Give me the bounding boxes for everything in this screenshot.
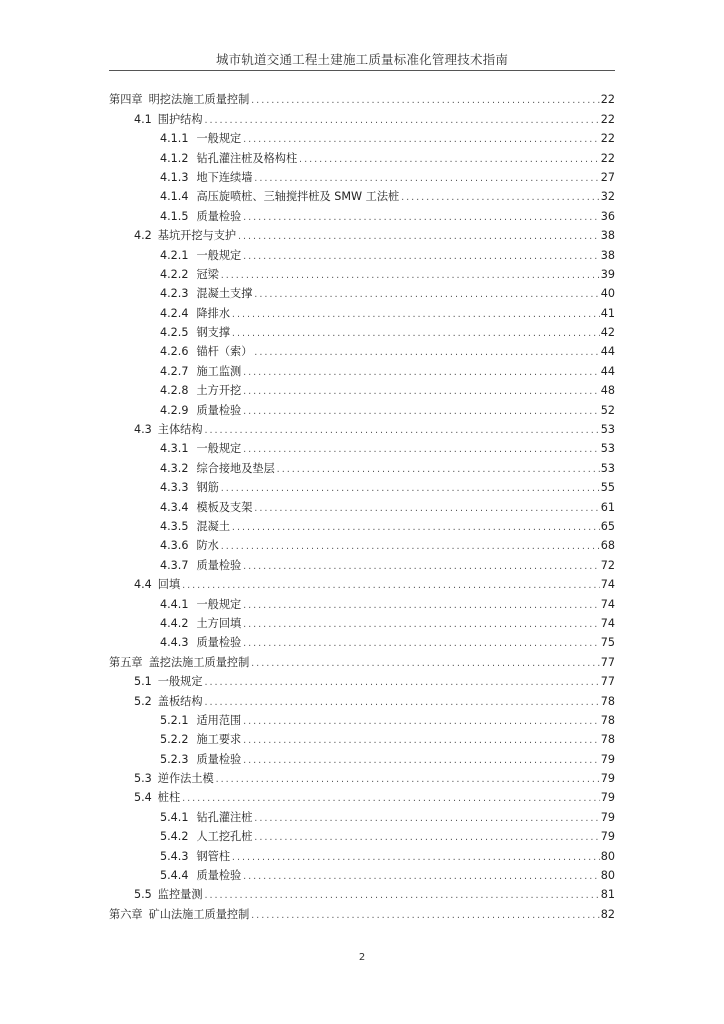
toc-subsection-entry[interactable] xyxy=(109,515,615,534)
toc-entry-title: 施工监测 xyxy=(196,364,242,378)
toc-entry-title: 质量检验 xyxy=(196,403,242,417)
toc-entry-number: 4.2.2 xyxy=(160,267,189,281)
toc-entry-page: 53 xyxy=(600,442,615,456)
toc-entry-number: 第五章 xyxy=(109,655,143,669)
toc-entry-title: 基坑开挖与支护 xyxy=(157,229,237,243)
toc-entry-number: 4.1.2 xyxy=(160,151,189,165)
toc-subsection-entry[interactable] xyxy=(109,825,615,844)
toc-dot-leader xyxy=(242,406,600,418)
toc-dot-leader xyxy=(242,386,600,398)
toc-dot-leader xyxy=(250,95,599,107)
toc-entry-number: 4.1.5 xyxy=(160,209,189,223)
toc-entry-number: 4.3.3 xyxy=(160,481,189,495)
page-number: 2 xyxy=(358,952,366,963)
toc-subsection-entry[interactable] xyxy=(109,553,615,572)
toc-entry-number: 5.4.3 xyxy=(160,849,189,863)
toc-section-entry[interactable] xyxy=(109,689,615,708)
toc-entry-page: 68 xyxy=(600,539,615,553)
toc-entry-page: 81 xyxy=(600,888,615,902)
toc-entry-page: 79 xyxy=(600,752,615,766)
toc-subsection-entry[interactable] xyxy=(109,340,615,359)
toc-entry-number: 5.2.1 xyxy=(160,713,189,727)
toc-chapter-entry[interactable] xyxy=(109,88,615,107)
toc-entry-title: 质量检验 xyxy=(196,209,242,223)
toc-dot-leader xyxy=(204,115,600,127)
toc-entry-title: 高压旋喷桩、三轴搅拌桩及 SMW 工法桩 xyxy=(196,190,400,204)
toc-entry-page: 74 xyxy=(600,616,615,630)
toc-entry-title: 防水 xyxy=(196,539,219,553)
toc-dot-leader xyxy=(253,347,599,359)
toc-entry-title: 一般规定 xyxy=(196,597,242,611)
toc-entry-number: 4.1.3 xyxy=(160,170,189,184)
toc-entry-page: 52 xyxy=(600,403,615,417)
toc-entry-title: 土方回填 xyxy=(196,616,242,630)
toc-dot-leader xyxy=(253,813,599,825)
toc-subsection-entry[interactable] xyxy=(109,359,615,378)
toc-entry-page: 80 xyxy=(600,849,615,863)
toc-section-entry[interactable] xyxy=(109,767,615,786)
toc-entry-page: 79 xyxy=(600,791,615,805)
toc-dot-leader xyxy=(204,425,600,437)
toc-entry-title: 围护结构 xyxy=(157,112,203,126)
toc-entry-number: 5.3 xyxy=(134,772,152,786)
toc-subsection-entry[interactable] xyxy=(109,301,615,320)
toc-subsection-entry[interactable] xyxy=(109,456,615,475)
toc-entry-title: 混凝土支撑 xyxy=(196,287,253,301)
toc-dot-leader xyxy=(250,910,599,922)
toc-entry-number: 4.4.3 xyxy=(160,636,189,650)
toc-entry-title: 回填 xyxy=(157,578,181,592)
toc-subsection-entry[interactable] xyxy=(109,476,615,495)
toc-dot-leader xyxy=(400,192,600,204)
toc-dot-leader xyxy=(242,755,600,767)
toc-entry-number: 4.3.4 xyxy=(160,500,189,514)
toc-entry-number: 4.2.5 xyxy=(160,326,189,340)
toc-entry-page: 72 xyxy=(600,558,615,572)
toc-dot-leader xyxy=(220,483,600,495)
toc-section-entry[interactable] xyxy=(109,107,615,126)
toc-section-entry[interactable] xyxy=(109,786,615,805)
table-of-contents xyxy=(109,88,615,922)
toc-dot-leader xyxy=(242,735,600,747)
toc-entry-number: 4.4.1 xyxy=(160,597,189,611)
toc-entry-number: 4.2 xyxy=(134,229,152,243)
toc-subsection-entry[interactable] xyxy=(109,321,615,340)
toc-dot-leader xyxy=(220,270,600,282)
toc-entry-title: 质量检验 xyxy=(196,752,242,766)
toc-dot-leader xyxy=(253,832,599,844)
toc-entry-title: 综合接地及垫层 xyxy=(196,461,275,475)
toc-subsection-entry[interactable] xyxy=(109,612,615,631)
toc-subsection-entry[interactable] xyxy=(109,864,615,883)
toc-entry-title: 矿山法施工质量控制 xyxy=(148,907,250,921)
toc-entry-number: 4.2.1 xyxy=(160,248,189,262)
toc-entry-page: 27 xyxy=(600,170,615,184)
toc-entry-number: 4.2.9 xyxy=(160,403,189,417)
toc-dot-leader xyxy=(231,522,600,534)
toc-subsection-entry[interactable] xyxy=(109,747,615,766)
toc-entry-page: 61 xyxy=(600,500,615,514)
toc-entry-page: 82 xyxy=(600,907,615,921)
toc-dot-leader xyxy=(253,289,599,301)
toc-entry-page: 77 xyxy=(600,655,615,669)
toc-entry-title: 锚杆（索） xyxy=(196,345,253,359)
toc-entry-title: 监控量测 xyxy=(157,888,203,902)
toc-subsection-entry[interactable] xyxy=(109,437,615,456)
toc-dot-leader xyxy=(231,309,600,321)
toc-entry-title: 降排水 xyxy=(196,306,231,320)
toc-dot-leader xyxy=(204,697,600,709)
toc-entry-page: 74 xyxy=(600,597,615,611)
toc-entry-number: 4.4.2 xyxy=(160,616,189,630)
toc-entry-number: 4.2.3 xyxy=(160,287,189,301)
toc-dot-leader xyxy=(181,793,600,805)
toc-entry-number: 第六章 xyxy=(109,907,143,921)
toc-subsection-entry[interactable] xyxy=(109,127,615,146)
toc-entry-title: 钢筋 xyxy=(196,481,219,495)
header-divider xyxy=(109,70,615,71)
toc-entry-page: 65 xyxy=(600,519,615,533)
toc-subsection-entry[interactable] xyxy=(109,709,615,728)
toc-entry-page: 22 xyxy=(600,112,615,126)
toc-entry-number: 4.1.4 xyxy=(160,190,189,204)
toc-entry-title: 混凝土 xyxy=(196,519,231,533)
toc-entry-number: 5.4.2 xyxy=(160,830,189,844)
toc-dot-leader xyxy=(250,658,599,670)
toc-dot-leader xyxy=(253,173,599,185)
toc-dot-leader xyxy=(242,871,600,883)
toc-subsection-entry[interactable] xyxy=(109,495,615,514)
toc-dot-leader xyxy=(231,328,600,340)
toc-dot-leader xyxy=(181,580,600,592)
toc-entry-title: 主体结构 xyxy=(157,423,203,437)
toc-entry-title: 盖板结构 xyxy=(157,694,203,708)
toc-subsection-entry[interactable] xyxy=(109,728,615,747)
toc-entry-title: 冠梁 xyxy=(196,267,219,281)
toc-subsection-entry[interactable] xyxy=(109,166,615,185)
toc-entry-page: 40 xyxy=(600,287,615,301)
toc-entry-page: 53 xyxy=(600,461,615,475)
toc-entry-page: 79 xyxy=(600,830,615,844)
toc-section-entry[interactable] xyxy=(109,573,615,592)
toc-subsection-entry[interactable] xyxy=(109,398,615,417)
toc-entry-number: 4.4 xyxy=(134,578,152,592)
toc-dot-leader xyxy=(231,852,600,864)
toc-subsection-entry[interactable] xyxy=(109,844,615,863)
toc-entry-title: 人工挖孔桩 xyxy=(196,830,253,844)
toc-dot-leader xyxy=(242,716,600,728)
toc-entry-title: 一般规定 xyxy=(196,248,242,262)
toc-entry-number: 4.2.4 xyxy=(160,306,189,320)
toc-entry-page: 79 xyxy=(600,772,615,786)
toc-section-entry[interactable] xyxy=(109,670,615,689)
toc-subsection-entry[interactable] xyxy=(109,243,615,262)
toc-entry-title: 钢支撑 xyxy=(196,326,231,340)
toc-dot-leader xyxy=(242,134,600,146)
toc-entry-page: 38 xyxy=(600,229,615,243)
toc-subsection-entry[interactable] xyxy=(109,534,615,553)
toc-entry-number: 5.2.3 xyxy=(160,752,189,766)
toc-entry-page: 41 xyxy=(600,306,615,320)
toc-entry-title: 一般规定 xyxy=(157,675,203,689)
toc-dot-leader xyxy=(242,561,600,573)
toc-dot-leader xyxy=(215,774,600,786)
toc-chapter-entry[interactable] xyxy=(109,650,615,669)
toc-entry-title: 一般规定 xyxy=(196,442,242,456)
toc-entry-number: 4.3.5 xyxy=(160,519,189,533)
toc-entry-title: 盖挖法施工质量控制 xyxy=(148,655,250,669)
toc-entry-number: 第四章 xyxy=(109,93,143,107)
toc-entry-title: 模板及支架 xyxy=(196,500,253,514)
toc-entry-page: 55 xyxy=(600,481,615,495)
toc-dot-leader xyxy=(237,231,600,243)
toc-subsection-entry[interactable] xyxy=(109,805,615,824)
toc-entry-number: 4.3.2 xyxy=(160,461,189,475)
toc-entry-number: 5.4 xyxy=(134,791,152,805)
toc-entry-page: 78 xyxy=(600,694,615,708)
toc-entry-number: 5.2.2 xyxy=(160,733,189,747)
toc-entry-page: 22 xyxy=(600,132,615,146)
toc-section-entry[interactable] xyxy=(109,224,615,243)
toc-dot-leader xyxy=(242,444,600,456)
toc-entry-title: 地下连续墙 xyxy=(196,170,253,184)
toc-dot-leader xyxy=(242,619,600,631)
toc-entry-number: 5.1 xyxy=(134,675,152,689)
toc-subsection-entry[interactable] xyxy=(109,282,615,301)
toc-subsection-entry[interactable] xyxy=(109,263,615,282)
toc-entry-page: 75 xyxy=(600,636,615,650)
toc-entry-page: 39 xyxy=(600,267,615,281)
toc-dot-leader xyxy=(242,600,600,612)
toc-entry-number: 5.4.4 xyxy=(160,869,189,883)
toc-entry-number: 4.2.8 xyxy=(160,384,189,398)
toc-entry-title: 桩柱 xyxy=(157,791,181,805)
toc-entry-page: 74 xyxy=(600,578,615,592)
toc-entry-page: 44 xyxy=(600,364,615,378)
toc-section-entry[interactable] xyxy=(109,883,615,902)
toc-entry-title: 逆作法土模 xyxy=(157,772,214,786)
toc-entry-page: 48 xyxy=(600,384,615,398)
toc-entry-number: 5.4.1 xyxy=(160,810,189,824)
toc-dot-leader xyxy=(253,503,599,515)
toc-entry-page: 79 xyxy=(600,810,615,824)
toc-dot-leader xyxy=(242,638,600,650)
toc-entry-page: 78 xyxy=(600,713,615,727)
toc-dot-leader xyxy=(204,890,600,902)
toc-entry-title: 质量检验 xyxy=(196,636,242,650)
toc-entry-title: 钢管柱 xyxy=(196,849,231,863)
toc-chapter-entry[interactable] xyxy=(109,902,615,921)
toc-subsection-entry[interactable] xyxy=(109,592,615,611)
toc-entry-title: 质量检验 xyxy=(196,558,242,572)
toc-entry-title: 明挖法施工质量控制 xyxy=(148,93,250,107)
toc-entry-title: 钻孔灌注桩及格构柱 xyxy=(196,151,298,165)
toc-entry-page: 22 xyxy=(600,93,615,107)
toc-entry-number: 4.2.6 xyxy=(160,345,189,359)
toc-dot-leader xyxy=(298,154,600,166)
toc-dot-leader xyxy=(242,212,600,224)
toc-entry-title: 土方开挖 xyxy=(196,384,242,398)
toc-entry-page: 80 xyxy=(600,869,615,883)
toc-entry-page: 42 xyxy=(600,326,615,340)
toc-subsection-entry[interactable] xyxy=(109,146,615,165)
toc-dot-leader xyxy=(204,677,600,689)
toc-entry-title: 一般规定 xyxy=(196,132,242,146)
toc-entry-page: 38 xyxy=(600,248,615,262)
toc-entry-number: 4.3.1 xyxy=(160,442,189,456)
toc-dot-leader xyxy=(276,464,600,476)
toc-subsection-entry[interactable] xyxy=(109,631,615,650)
toc-entry-number: 4.3 xyxy=(134,423,152,437)
toc-dot-leader xyxy=(220,541,600,553)
toc-dot-leader xyxy=(242,367,600,379)
toc-entry-number: 4.1.1 xyxy=(160,132,189,146)
toc-entry-title: 质量检验 xyxy=(196,869,242,883)
toc-entry-page: 32 xyxy=(600,190,615,204)
toc-entry-page: 22 xyxy=(600,151,615,165)
toc-entry-page: 77 xyxy=(600,675,615,689)
toc-entry-title: 施工要求 xyxy=(196,733,242,747)
toc-entry-number: 5.5 xyxy=(134,888,152,902)
toc-subsection-entry[interactable] xyxy=(109,185,615,204)
toc-entry-page: 78 xyxy=(600,733,615,747)
toc-entry-page: 44 xyxy=(600,345,615,359)
toc-entry-number: 4.2.7 xyxy=(160,364,189,378)
toc-entry-title: 适用范围 xyxy=(196,713,242,727)
toc-subsection-entry[interactable] xyxy=(109,204,615,223)
toc-entry-number: 4.3.6 xyxy=(160,539,189,553)
toc-entry-title: 钻孔灌注桩 xyxy=(196,810,253,824)
toc-subsection-entry[interactable] xyxy=(109,379,615,398)
page-header-title: 城市轨道交通工程土建施工质量标准化管理技术指南 xyxy=(215,52,509,67)
toc-entry-number: 4.3.7 xyxy=(160,558,189,572)
toc-entry-page: 36 xyxy=(600,209,615,223)
toc-section-entry[interactable] xyxy=(109,418,615,437)
toc-entry-number: 4.1 xyxy=(134,112,152,126)
toc-dot-leader xyxy=(242,251,600,263)
toc-entry-number: 5.2 xyxy=(134,694,152,708)
toc-entry-page: 53 xyxy=(600,423,615,437)
